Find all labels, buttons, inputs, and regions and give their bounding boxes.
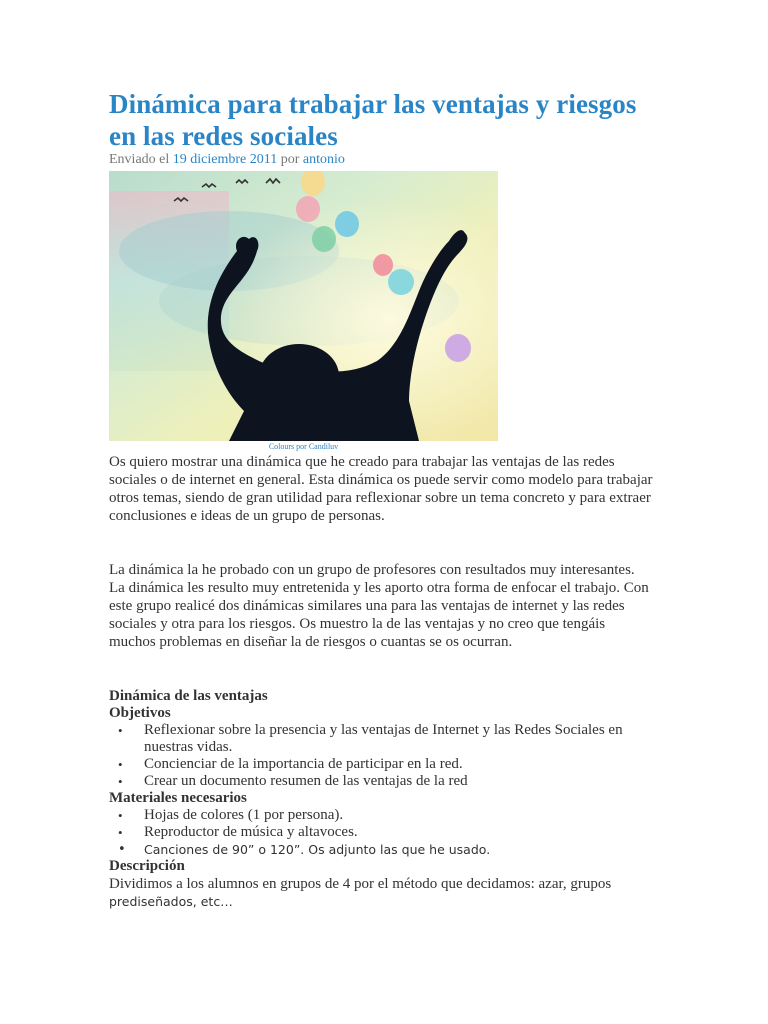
descripcion-text-b: prediseñados, etc… bbox=[109, 894, 233, 909]
meta-by: por bbox=[277, 152, 303, 167]
objetivos-heading: Objetivos bbox=[109, 705, 171, 721]
balloons-photo bbox=[109, 171, 498, 441]
descripcion-text-a: Dividimos a los alumnos en grupos de 4 por el método que decidamos: azar, grupos bbox=[109, 876, 612, 892]
article-title: Dinámica para trabajar las ventajas y riesgos en las redes sociales bbox=[109, 89, 637, 151]
list-item: • Crear un documento resumen de las ventajas de la red bbox=[109, 773, 654, 790]
article-figure bbox=[109, 171, 498, 451]
list-item: • Concienciar de la importancia de participar en la red. bbox=[109, 756, 654, 773]
materiales-heading: Materiales necesarios bbox=[109, 790, 247, 806]
list-item: • Reflexionar sobre la presencia y las ventajas de Internet y las Redes Sociales en nuestras vidas. bbox=[109, 722, 654, 756]
descripcion-heading: Descripción bbox=[109, 858, 185, 874]
section-title: Dinámica de las ventajas bbox=[109, 688, 268, 704]
materiales-list bbox=[109, 807, 654, 858]
author-link[interactable]: antonio bbox=[302, 152, 345, 167]
descripcion-text bbox=[109, 875, 654, 911]
meta-prefix: Enviado el bbox=[109, 152, 173, 167]
image-caption[interactable]: Colours por Candiluv bbox=[268, 442, 339, 451]
intro-paragraph: Os quiero mostrar una dinámica que he creado para trabajar las ventajas de las redes sociales o de internet en general. Esta dinámica os puede servir como modelo para trabajar otros temas, siendo de gran utilidad para reflexionar sobre un tema concreto y para extraer conclusiones e ideas de un grupo de personas. bbox=[109, 454, 653, 524]
article-meta bbox=[109, 152, 654, 167]
list-item: • Hojas de colores (1 por persona). bbox=[109, 807, 654, 824]
list-item: • Reproductor de música y altavoces. bbox=[109, 824, 654, 841]
list-item: • Canciones de 90” o 120”. Os adjunto las que he usado. bbox=[109, 841, 654, 858]
second-paragraph: La dinámica la he probado con un grupo de profesores con resultados muy interesantes. La dinámica les resulto muy entretenida y les aporto otra forma de enfocar el trabajo. Con este grupo realicé dos dinámicas similares una para las ventajas de internet y las redes sociales y otra para los riesgos. Os muestro la de las ventajas y no creo que tengáis muchos problemas en diseñar la de riesgos o cuantas se os ocurran. bbox=[109, 562, 649, 650]
objetivos-list bbox=[109, 722, 654, 790]
article bbox=[109, 88, 654, 911]
post-date-link[interactable]: 19 diciembre 2011 bbox=[172, 152, 278, 167]
